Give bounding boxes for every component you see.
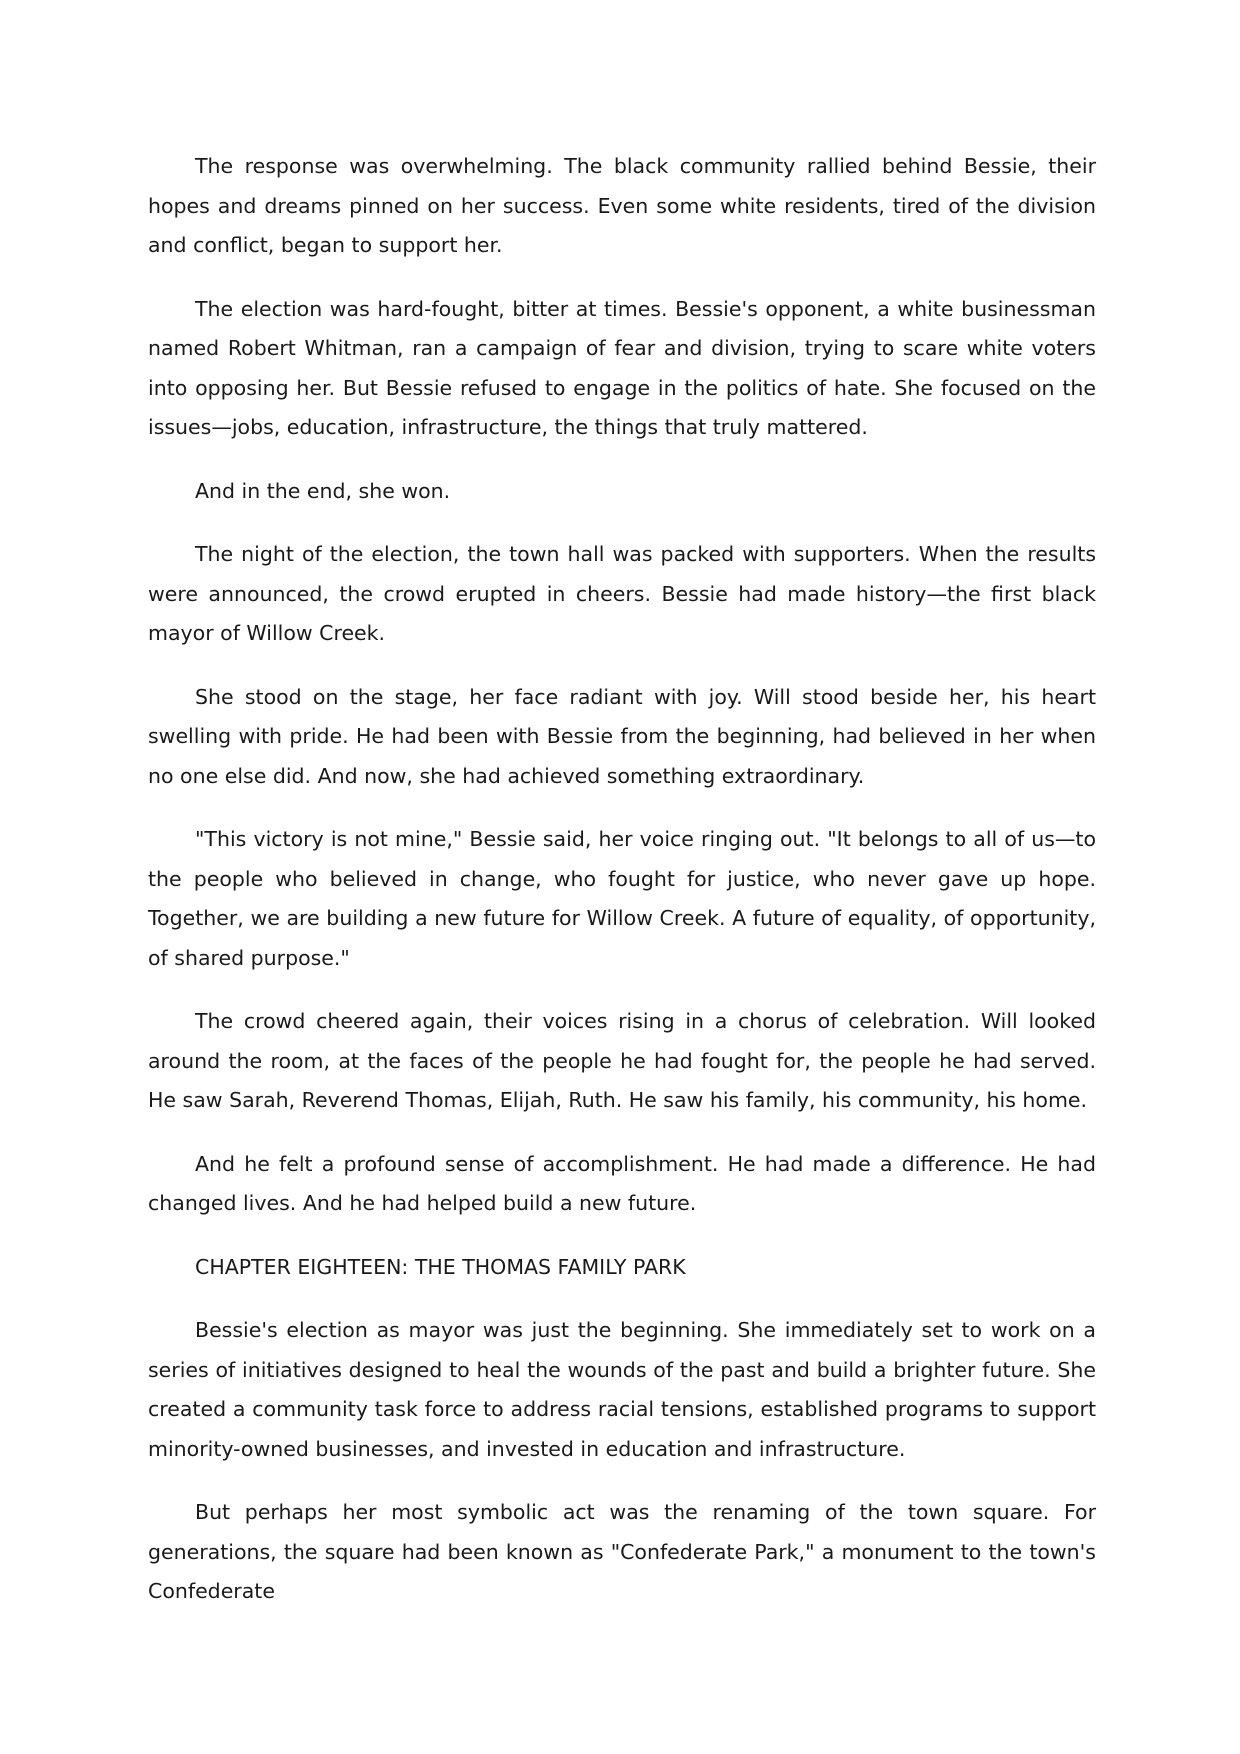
paragraph-on-stage: She stood on the stage, her face radiant with joy. Will stood beside her, his heart swelling with pride. He had been with Bessie from the beginning, had believed in her when no one else did. And now, she had achieved something extraordinary.	[148, 684, 1096, 788]
paragraph-town-square: But perhaps her most symbolic act was the renaming of the town square. For generations, the square had been known as "Confederate Park," a monument to the town's Confederate	[148, 1500, 1096, 1603]
paragraph-crowd-cheered: The crowd cheered again, their voices rising in a chorus of celebration. Will looked around the room, at the faces of the people he had fought for, the people he had served. He saw Sarah, Reverend Thomas, Elijah, Ruth. He saw his family, his community, his home.	[148, 1009, 1096, 1112]
paragraph-she-won: And in the end, she won.	[195, 478, 451, 503]
chapter-heading: CHAPTER EIGHTEEN: THE THOMAS FAMILY PARK	[195, 1254, 686, 1279]
paragraph-accomplishment: And he felt a profound sense of accomplishment. He had made a difference. He had changed lives. And he had helped build a new future.	[148, 1151, 1096, 1215]
paragraph-election-campaign: The election was hard-fought, bitter at times. Bessie's opponent, a white businessman named Robert Whitman, ran a campaign of fear and division, trying to scare white voters into opposing her. But Bessie refused to engage in the politics of hate. She focused on the issues—jobs, education, infrastructure, the things that truly mattered.	[148, 296, 1096, 439]
document-page	[148, 147, 1096, 1636]
paragraph-victory-speech: "This victory is not mine," Bessie said, her voice ringing out. "It belongs to all of us—to the people who believed in change, who fought for justice, who never gave up hope. Together, we are building a new future for Willow Creek. A future of equality, of opportunity, of shared purpose."	[148, 827, 1096, 970]
paragraph-election-night: The night of the election, the town hall was packed with supporters. When the results were announced, the crowd erupted in cheers. Bessie had made history—the first black mayor of Willow Creek.	[148, 542, 1096, 645]
paragraph-initiatives: Bessie's election as mayor was just the beginning. She immediately set to work on a series of initiatives designed to heal the wounds of the past and build a brighter future. She created a community task force to address racial tensions, established programs to support minority-owned businesses, and invested in education and infrastructure.	[148, 1318, 1096, 1461]
paragraph-response: The response was overwhelming. The black community rallied behind Bessie, their hopes and dreams pinned on her success. Even some white residents, tired of the division and conflict, began to support her.	[148, 154, 1096, 257]
